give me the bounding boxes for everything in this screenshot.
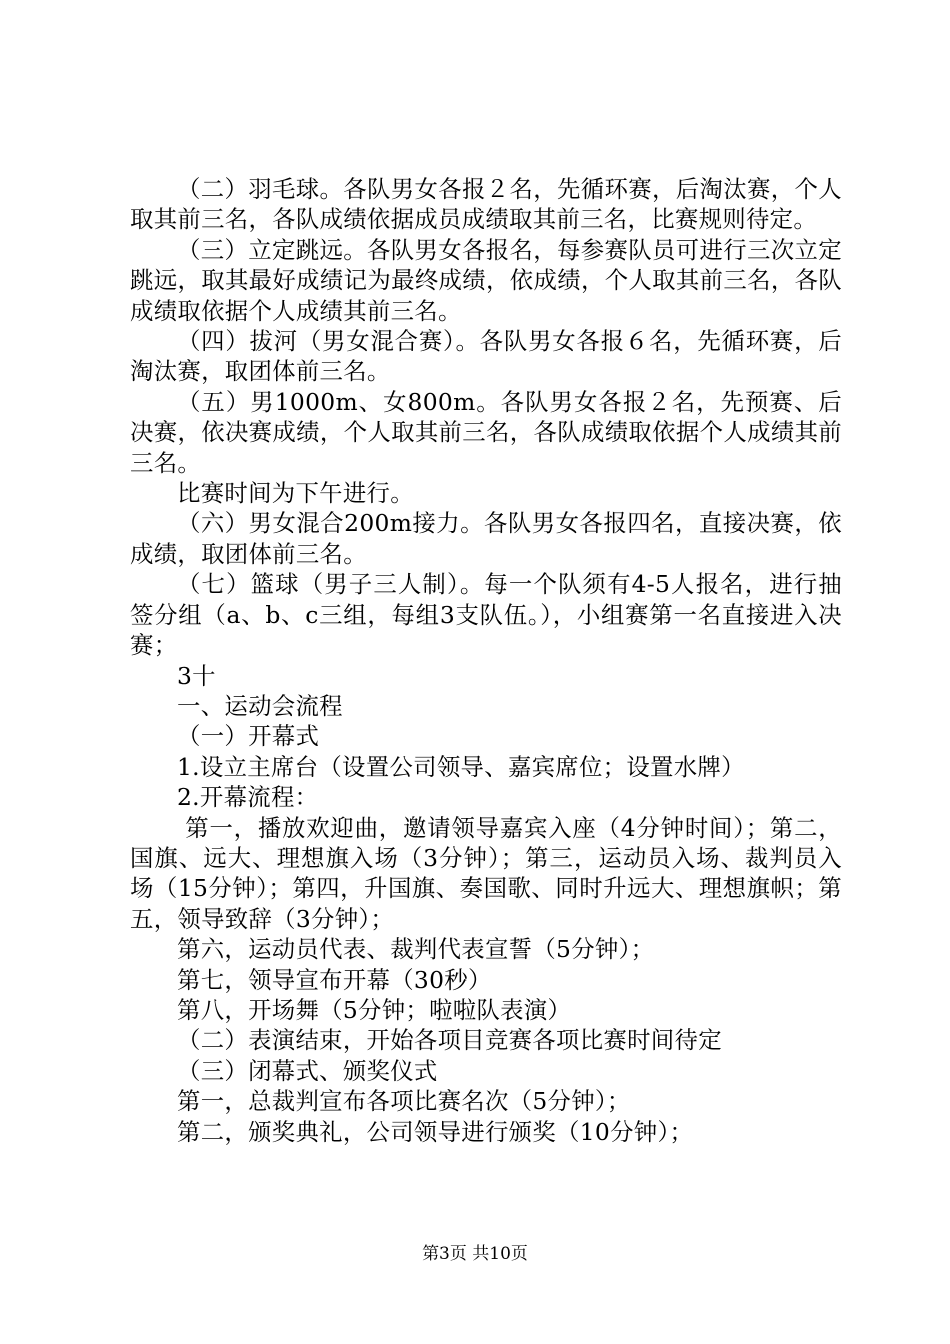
paragraph-step-eight: 第八，开场舞（5分钟；啦啦队表演） (177, 995, 572, 1024)
subheading-performance: （二）表演结束，开始各项目竞赛各项比赛时间待定 (177, 1026, 722, 1055)
paragraph-relay: （六）男女混合200m接力。各队男女各报四名，直接决赛，依成绩，取团体前三名。 (130, 509, 842, 568)
paragraph-badminton: （二）羽毛球。各队男女各报２名，先循环赛，后淘汰赛，个人取其前三名，各队成绩依据成员成绩取其前三名，比赛规则待定。 (130, 175, 842, 234)
list-item-opening-flow: 2.开幕流程： (177, 783, 319, 812)
subheading-closing: （三）闭幕式、颁奖仪式 (177, 1056, 438, 1085)
subheading-opening: （一）开幕式 (177, 722, 320, 751)
list-item-rostrum: 1.设立主席台（设置公司领导、嘉宾席位；设置水牌） (177, 752, 745, 781)
document-body (130, 174, 842, 1147)
page-footer: 第3页 共10页 (422, 1244, 528, 1264)
paragraph-afternoon-note: 比赛时间为下午进行。 (177, 479, 414, 508)
paragraph-opening-steps: 第一，播放欢迎曲，邀请领导嘉宾入座（4分钟时间）；第二，国旗、远大、理想旗入场（3分钟）；第三，运动员入场、裁判员入场（15分钟）；第四，升国旗、奏国歌、同时升远大、理想旗帜；第五，领导致辞（3分钟）； (130, 813, 842, 933)
paragraph-standing-long-jump: （三）立定跳远。各队男女各报名，每参赛队员可进行三次立定跳远，取其最好成绩记为最终成绩，依成绩，个人取其前三名，各队成绩取依据个人成绩其前三名。 (130, 235, 842, 325)
paragraph-running: （五）男1000m、女800m。各队男女各报２名，先预赛、后决赛，依决赛成绩，个人取其前三名，各队成绩取依据个人成绩其前三名。 (130, 387, 842, 477)
paragraph-step-six: 第六，运动员代表、裁判代表宣誓（5分钟）； (177, 935, 655, 964)
section-heading-flow: 一、运动会流程 (177, 691, 343, 720)
paragraph-closing-step-one: 第一，总裁判宣布各项比赛名次（5分钟）； (177, 1087, 631, 1116)
paragraph-closing-step-two: 第二，颁奖典礼，公司领导进行颁奖（10分钟）； (177, 1117, 694, 1146)
paragraph-basketball: （七）篮球（男子三人制）。每一个队须有4-5人报名，进行抽签分组（a、b、c三组，每组3支队伍。），小组赛第一名直接进入决赛； (130, 570, 842, 660)
paragraph-marker: 3十 (177, 661, 216, 690)
paragraph-tug-of-war: （四）拔河（男女混合赛）。各队男女各报６名，先循环赛，后淘汰赛，取团体前三名。 (130, 327, 842, 386)
paragraph-step-seven: 第七，领导宣布开幕（30秒） (177, 965, 492, 994)
